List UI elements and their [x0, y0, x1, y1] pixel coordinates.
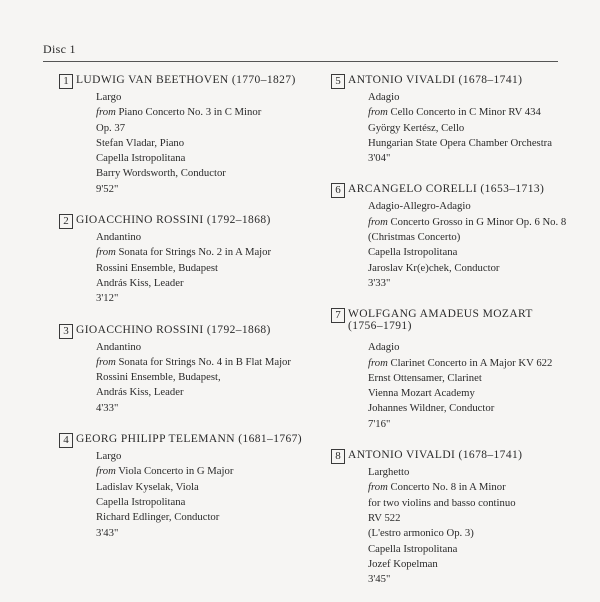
duration: 3'43" [96, 526, 119, 539]
composer-name: ARCANGELO CORELLI (1653–1713) [348, 183, 545, 196]
track-entry [331, 72, 581, 166]
track-entry [59, 72, 309, 197]
movement: Adagio-Allegro-Adagio [368, 200, 471, 213]
header-rule [43, 61, 558, 62]
from-word: from [96, 246, 116, 259]
track-number: 4 [59, 433, 73, 448]
disc-label: Disc 1 [43, 42, 76, 56]
performer: Ernst Ottensamer, Clarinet [368, 371, 482, 384]
duration: 9'52" [96, 182, 119, 195]
duration: 3'33" [368, 276, 391, 289]
track-entry [59, 322, 309, 416]
duration: 3'04" [368, 152, 391, 165]
track-number: 7 [331, 308, 345, 323]
track-entry [59, 431, 309, 541]
composer-name: GIOACCHINO ROSSINI (1792–1868) [76, 214, 271, 227]
performer: Barry Wordsworth, Conductor [96, 167, 226, 180]
track-number: 5 [331, 74, 345, 89]
performer: (L'estro armonico Op. 3) [368, 527, 474, 540]
movement: Largo [96, 91, 122, 103]
right-column [331, 72, 581, 602]
from-word: from [96, 106, 116, 119]
track-number: 6 [331, 183, 345, 198]
performer: RV 522 [368, 511, 401, 524]
performer: Capella Istropolitana [368, 246, 458, 259]
performer: Capella Istropolitana [96, 152, 186, 165]
work-title-cont: Op. 37 [96, 121, 126, 134]
work-title: from Concerto No. 8 in A Minor [368, 481, 506, 494]
performer: Rossini Ensemble, Budapest [96, 261, 219, 274]
from-word: from [96, 465, 116, 478]
track-number: 2 [59, 214, 73, 229]
movement: Andantino [96, 231, 142, 244]
track-entry [331, 447, 581, 587]
performer: Rossini Ensemble, Budapest, [96, 371, 221, 384]
performer: Stefan Vladar, Piano [96, 136, 185, 149]
performer: (Christmas Concerto) [368, 231, 461, 244]
performer: György Kertész, Cello [368, 121, 465, 134]
movement: Adagio [368, 341, 400, 354]
performer: András Kiss, Leader [96, 386, 184, 399]
work-title: from Viola Concerto in G Major [96, 465, 234, 478]
work-title: from Clarinet Concerto in A Major KV 622 [368, 356, 553, 369]
from-word: from [368, 481, 388, 494]
track-number: 8 [331, 449, 345, 464]
duration: 3'45" [368, 573, 391, 586]
track-entry [59, 212, 309, 306]
track-number: 1 [59, 74, 73, 89]
performer: Johannes Wildner, Conductor [368, 402, 495, 415]
movement: Largo [96, 450, 122, 463]
performer: Jozef Kopelman [368, 557, 438, 570]
work-title: from Sonata for Strings No. 2 in A Major [96, 246, 272, 259]
composer-name: LUDWIG VAN BEETHOVEN (1770–1827) [76, 74, 296, 86]
performer: Hungarian State Opera Chamber Orchestra [368, 136, 552, 149]
performer: Jaroslav Kr(e)chek, Conductor [368, 261, 500, 274]
performer: Ladislav Kyselak, Viola [96, 480, 199, 493]
movement: Adagio [368, 91, 400, 103]
work-title: from Piano Concerto No. 3 in C Minor [96, 106, 262, 119]
duration: 4'33" [96, 401, 119, 414]
composer-name: ANTONIO VIVALDI (1678–1741) [348, 74, 523, 86]
movement: Andantino [96, 340, 142, 353]
duration: 3'12" [96, 292, 119, 305]
performer: Vienna Mozart Academy [368, 387, 475, 400]
duration: 7'16" [368, 417, 391, 430]
work-title: from Sonata for Strings No. 4 in B Flat Major [96, 355, 291, 368]
track-number: 3 [59, 324, 73, 339]
track-entry [331, 181, 581, 291]
performer: for two violins and basso continuo [368, 496, 516, 509]
work-title: from Cello Concerto in C Minor RV 434 [368, 106, 541, 119]
performer: Richard Edlinger, Conductor [96, 511, 220, 524]
work-title: from Concerto Grosso in G Minor Op. 6 No. 8 [368, 215, 567, 228]
composer-name: WOLFGANG AMADEUS MOZART (1756–1791) [348, 308, 533, 333]
left-column [59, 72, 309, 556]
from-word: from [368, 356, 388, 369]
performer: András Kiss, Leader [96, 276, 184, 289]
composer-name: ANTONIO VIVALDI (1678–1741) [348, 449, 523, 462]
track-entry [331, 306, 581, 432]
composer-dates: (1756–1791) [348, 320, 412, 333]
composer-name: GIOACCHINO ROSSINI (1792–1868) [76, 323, 271, 336]
from-word: from [368, 215, 388, 228]
movement: Larghetto [368, 466, 410, 479]
from-word: from [96, 355, 116, 368]
from-word: from [368, 106, 388, 119]
performer: Capella Istropolitana [96, 495, 186, 508]
composer-name: GEORG PHILIPP TELEMANN (1681–1767) [76, 433, 303, 446]
performer: Capella Istropolitana [368, 542, 458, 555]
